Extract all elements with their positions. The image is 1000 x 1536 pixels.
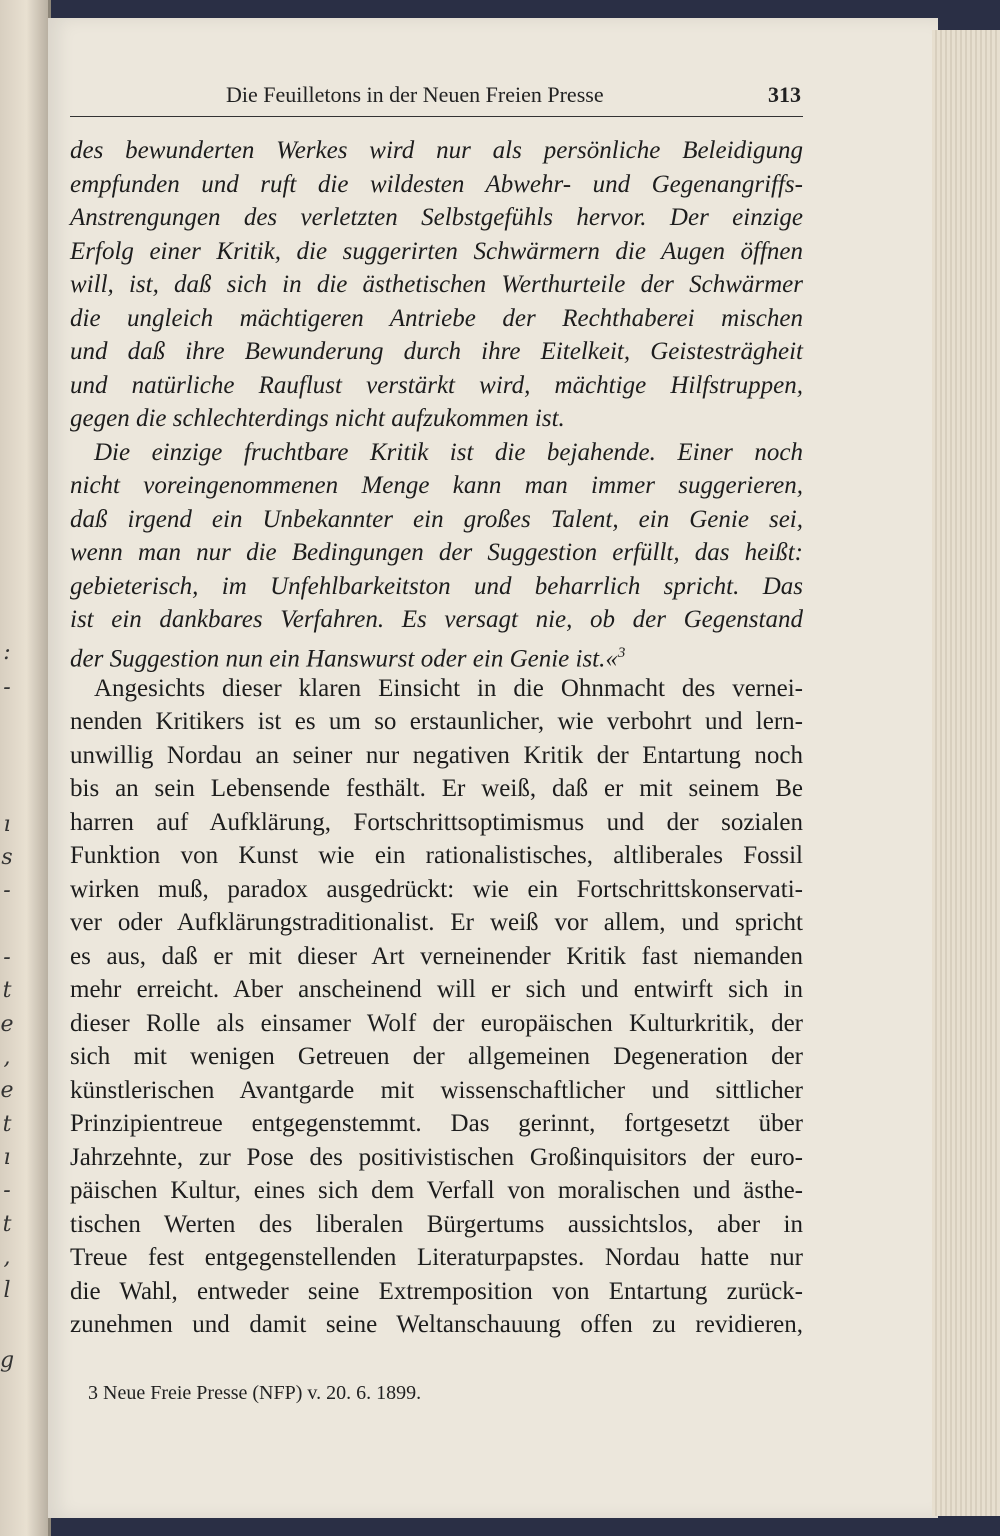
margin-char: l — [3, 1278, 11, 1303]
margin-char: t — [2, 1212, 12, 1237]
left-page-edge — [0, 0, 51, 1536]
text-line: Jahrzehnte, zur Pose des positivistischen Großinquisitors der euro- — [70, 1144, 803, 1171]
text-line: päischen Kultur, eines sich dem Verfall von moralischen und ästhe- — [70, 1177, 803, 1204]
margin-char: - — [3, 945, 11, 970]
text-line: Funktion von Kunst wie ein rationalistisches, altliberales Fossil — [70, 842, 803, 869]
margin-char: - — [3, 675, 11, 700]
margin-char: , — [3, 1045, 11, 1070]
text-line: nenden Kritikers ist es um so erstaunlicher, wie verbohrt und lern- — [70, 708, 803, 735]
text-line: Angesichts dieser klaren Einsicht in die Ohnmacht des vernei- — [94, 675, 803, 702]
text-line-content: der Suggestion nun ein Hanswurst oder ein Genie ist.« — [70, 645, 618, 673]
text-line: die Wahl, entweder seine Extremposition von Entartung zurück- — [70, 1278, 803, 1305]
text-line: will, ist, daß sich in die ästhetischen Werthurteile der Schwärmer — [70, 271, 803, 298]
text-line: nicht voreingenommenen Menge kann man immer suggerieren, — [70, 472, 803, 499]
margin-char: : — [3, 640, 11, 665]
margin-char: ı — [3, 1145, 11, 1170]
text-line: es aus, daß er mit dieser Art verneinender Kritik fast niemanden — [70, 943, 803, 970]
text-line: dieser Rolle als einsamer Wolf der europäischen Kulturkritik, der — [70, 1010, 803, 1037]
text-line: tischen Werten des liberalen Bürgertums aussichtslos, aber in — [70, 1211, 803, 1238]
margin-char: e — [0, 1078, 14, 1103]
text-line: Anstrengungen des verletzten Selbstgefühls hervor. Der einzige — [70, 204, 803, 231]
margin-char: t — [2, 978, 12, 1003]
text-line: künstlerischen Avantgarde mit wissenschaftlicher und sittlicher — [70, 1077, 803, 1104]
text-line: unwillig Nordau an seiner nur negativen Kritik der Entartung noch — [70, 742, 803, 769]
margin-char: ı — [3, 812, 11, 837]
margin-char: - — [3, 878, 11, 903]
text-line: bis an sein Lebensende festhält. Er weiß, daß er mit seinem Be — [70, 775, 803, 802]
text-line: des bewunderten Werkes wird nur als persönliche Beleidigung — [70, 137, 803, 164]
running-title: Die Feuilletons in der Neuen Freien Presse — [226, 82, 604, 107]
text-line: Prinzipientreue entgegenstemmt. Das gerinnt, fortgesetzt über — [70, 1110, 803, 1137]
text-line: zunehmen und damit seine Weltanschauung offen zu revidieren, — [70, 1311, 803, 1338]
margin-char: t — [2, 1112, 12, 1137]
text-line: ver oder Aufklärungstraditionalist. Er weiß vor allem, und spricht — [70, 909, 803, 936]
margin-char: e — [0, 1012, 14, 1037]
text-line: wirken muß, paradox ausgedrückt: wie ein Fortschrittskonservati- — [70, 876, 803, 903]
text-line: gegen die schlechterdings nicht aufzukommen ist. — [70, 405, 565, 432]
text-line: empfunden und ruft die wildesten Abwehr- und Gegenangriffs- — [70, 171, 803, 198]
text-line: sich mit wenigen Getreuen der allgemeinen Degeneration der — [70, 1043, 803, 1070]
text-line — [70, 637, 803, 675]
footnote-reference: 3 — [617, 645, 626, 661]
footnote: 3 Neue Freie Presse (NFP) v. 20. 6. 1899. — [88, 1382, 422, 1404]
margin-char: g — [0, 1348, 15, 1373]
text-line: gebieterisch, im Unfehlbarkeitston und beharrlich spricht. Das — [70, 573, 803, 600]
text-line: harren auf Aufklärung, Fortschrittsoptimismus und der sozialen — [70, 809, 803, 836]
running-head — [70, 80, 803, 117]
margin-char: s — [1, 845, 13, 870]
text-line: Erfolg einer Kritik, die suggerirten Schwärmern die Augen öffnen — [70, 238, 803, 265]
margin-char: , — [3, 1245, 11, 1270]
page-number: 313 — [768, 82, 801, 107]
text-line: Die einzige fruchtbare Kritik ist die bejahende. Einer noch — [94, 439, 803, 466]
page-stack-edge — [932, 30, 1000, 1516]
text-line: daß irgend ein Unbekannter ein großes Talent, ein Genie sei, — [70, 506, 803, 533]
margin-char: - — [3, 1178, 11, 1203]
text-line: und natürliche Rauflust verstärkt wird, mächtige Hilfstruppen, — [70, 372, 803, 399]
text-line: und daß ihre Bewunderung durch ihre Eitelkeit, Geistesträgheit — [70, 338, 803, 365]
text-line: mehr erreicht. Aber anscheinend will er sich und entwirft sich in — [70, 976, 803, 1003]
text-line: wenn man nur die Bedingungen der Suggestion erfüllt, das heißt: — [70, 539, 803, 566]
text-line: Treue fest entgegenstellenden Literaturpapstes. Nordau hatte nur — [70, 1244, 803, 1271]
text-line: ist ein dankbares Verfahren. Es versagt nie, ob der Gegenstand — [70, 606, 803, 633]
text-line: die ungleich mächtigeren Antriebe der Rechthaberei mischen — [70, 305, 803, 332]
